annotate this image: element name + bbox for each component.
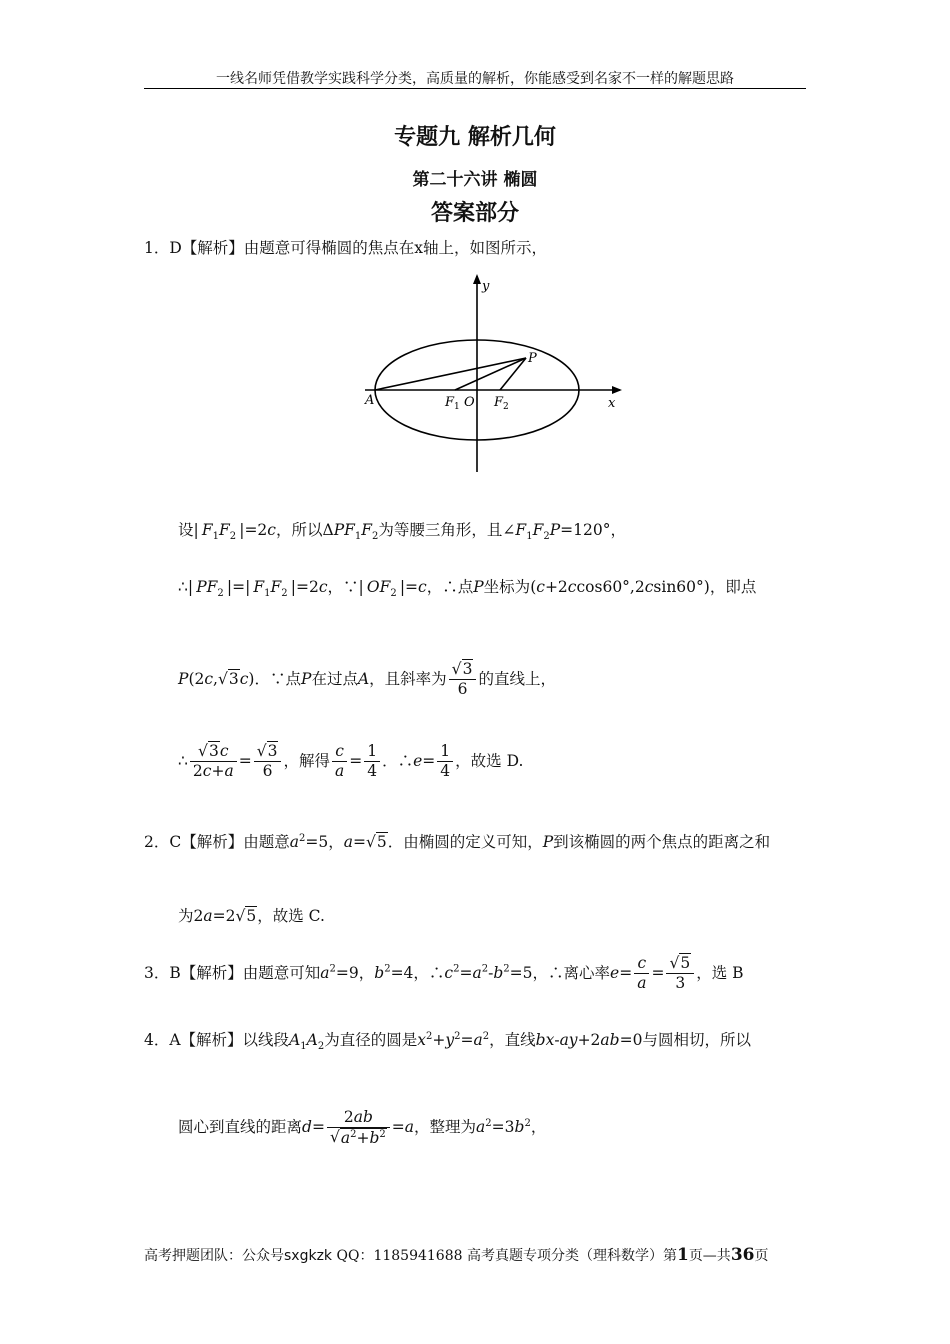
total-pages: 36: [730, 1245, 755, 1265]
x-arrow: [612, 386, 622, 394]
label-F1: F: [445, 395, 455, 410]
q4-line2: 圆心到直线的距离d= $\frac{2ab}{√a^2+b^2}$ =a，整理为$a^2=3b^2$，: [178, 1108, 547, 1147]
q1-line4: ∴ $\frac{√3c}{2c+a}$ = $\frac{√3}{6}$ ，解得 $\frac{c}{a}$ = $\frac{1}{4}$ ．∴e= $\frac{1}{4}$ ，故选 D.: [178, 742, 524, 781]
header-rule: [144, 88, 806, 89]
q4-line1: 4．A【解析】以线段$A_1A_2$为直径的圆是$x^2+y^2=a^2$，直线bx-ay+2ab=0与圆相切，所以: [144, 1030, 751, 1053]
label-F1-sub: 1: [454, 402, 460, 412]
topic-title: 专题九 解析几何: [394, 125, 556, 150]
label-F2: F: [494, 395, 504, 410]
q2-line2: 为2a=2√5，故选 C.: [178, 907, 325, 925]
q1-intro: 1．D【解析】由题意可得椭圆的焦点在x轴上，如图所示，: [144, 239, 548, 257]
answers-title: 答案部分: [430, 201, 519, 226]
label-y: y: [482, 279, 490, 294]
label-F2-sub: 2: [503, 402, 509, 412]
q1-line3: P(2c,√3c)．∵点P在过点A，且斜率为 $\frac{√3}{6}$ 的直线上，: [178, 660, 556, 699]
page-footer: 高考押题团队：公众号sxgkzk QQ：1185941688 高考真题专项分类（理科数学）第1页—共36页: [144, 1245, 769, 1265]
label-P: P: [528, 351, 537, 366]
page-header: 一线名师凭借教学实践科学分类，高质量的解析，你能感受到名家不一样的解题思路: [216, 71, 734, 87]
y-arrow: [473, 274, 481, 284]
q3-line: 3．B【解析】由题意可知$a^2=9$，$b^2=4$，$\therefore c^2=a^2-b^2=5$，∴离心率e= $\frac{c}{a}$ = $\frac{√5}{3}$ ，选 B: [144, 954, 744, 993]
page-number: 1: [676, 1245, 689, 1265]
label-A: A: [365, 393, 375, 408]
label-x: x: [608, 396, 616, 411]
q2-line1: 2．C【解析】由题意$a^2=5$，a=√5．由椭圆的定义可知，P到该椭圆的两个焦点的距离之和: [144, 832, 771, 851]
segment-F1P: [455, 358, 526, 390]
lecture-title: 第二十六讲 椭圆: [412, 170, 538, 190]
q1-line1: 设| $F_1F_2$ |=2c，所以$\Delta PF_1F_2$为等腰三角形，且$\angle F_1F_2P=120^\circ$，: [178, 521, 626, 543]
ellipse-figure: [360, 272, 630, 474]
q1-line2: ∴| $PF_2$ |=| $F_1F_2$ |=2c，∵| $OF_2$ |=c，∴点P坐标为(c+2ccos60°,2csin60°)，即点: [178, 578, 757, 600]
label-O: O: [464, 395, 475, 410]
